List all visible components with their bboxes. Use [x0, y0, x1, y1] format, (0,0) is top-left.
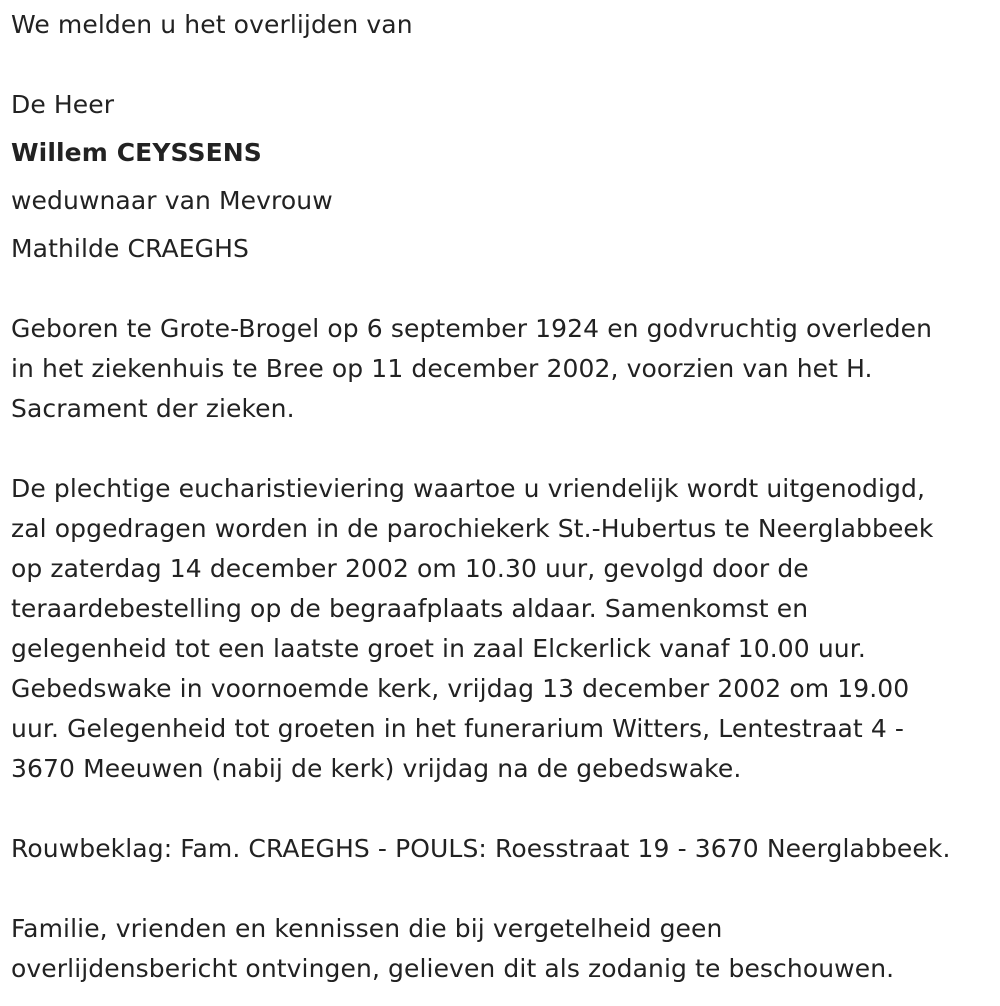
paragraph-line: Familie, vrienden en kennissen die bij vergetelheid geen	[11, 914, 723, 943]
salutation: De Heer	[11, 90, 115, 119]
paragraph-line: teraardebestelling op de begraafplaats aldaar. Samenkomst en	[11, 594, 809, 623]
paragraph-line: gelegenheid tot een laatste groet in zaal Elckerlick vanaf 10.00 uur.	[11, 634, 866, 663]
paragraph-line: zal opgedragen worden in de parochiekerk St.-Hubertus te Neerglabbeek	[11, 514, 934, 543]
paragraph-line: Geboren te Grote-Brogel op 6 september 1924 en godvruchtig overleden	[11, 314, 933, 343]
deceased-name: Willem CEYSSENS	[11, 138, 262, 167]
paragraph-line: De plechtige eucharistieviering waartoe u vriendelijk wordt uitgenodigd,	[11, 474, 926, 503]
spouse-name: Mathilde CRAEGHS	[11, 234, 249, 263]
intro-text: We melden u het overlijden van	[11, 10, 413, 39]
paragraph-line: 3670 Meeuwen (nabij de kerk) vrijdag na de gebedswake.	[11, 754, 742, 783]
relation-text: weduwnaar van Mevrouw	[11, 186, 333, 215]
paragraph-line: overlijdensbericht ontvingen, gelieven dit als zodanig te beschouwen.	[11, 954, 895, 983]
paragraph-line: Gebedswake in voornoemde kerk, vrijdag 13 december 2002 om 19.00	[11, 674, 910, 703]
paragraph-line: Sacrament der zieken.	[11, 394, 295, 423]
paragraph-line: op zaterdag 14 december 2002 om 10.30 uur, gevolgd door de	[11, 554, 809, 583]
paragraph-line: in het ziekenhuis te Bree op 11 december 2002, voorzien van het H.	[11, 354, 873, 383]
paragraph-line: uur. Gelegenheid tot groeten in het funerarium Witters, Lentestraat 4 -	[11, 714, 905, 743]
condolences-address: Rouwbeklag: Fam. CRAEGHS - POULS: Roesstraat 19 - 3670 Neerglabbeek.	[11, 834, 951, 863]
